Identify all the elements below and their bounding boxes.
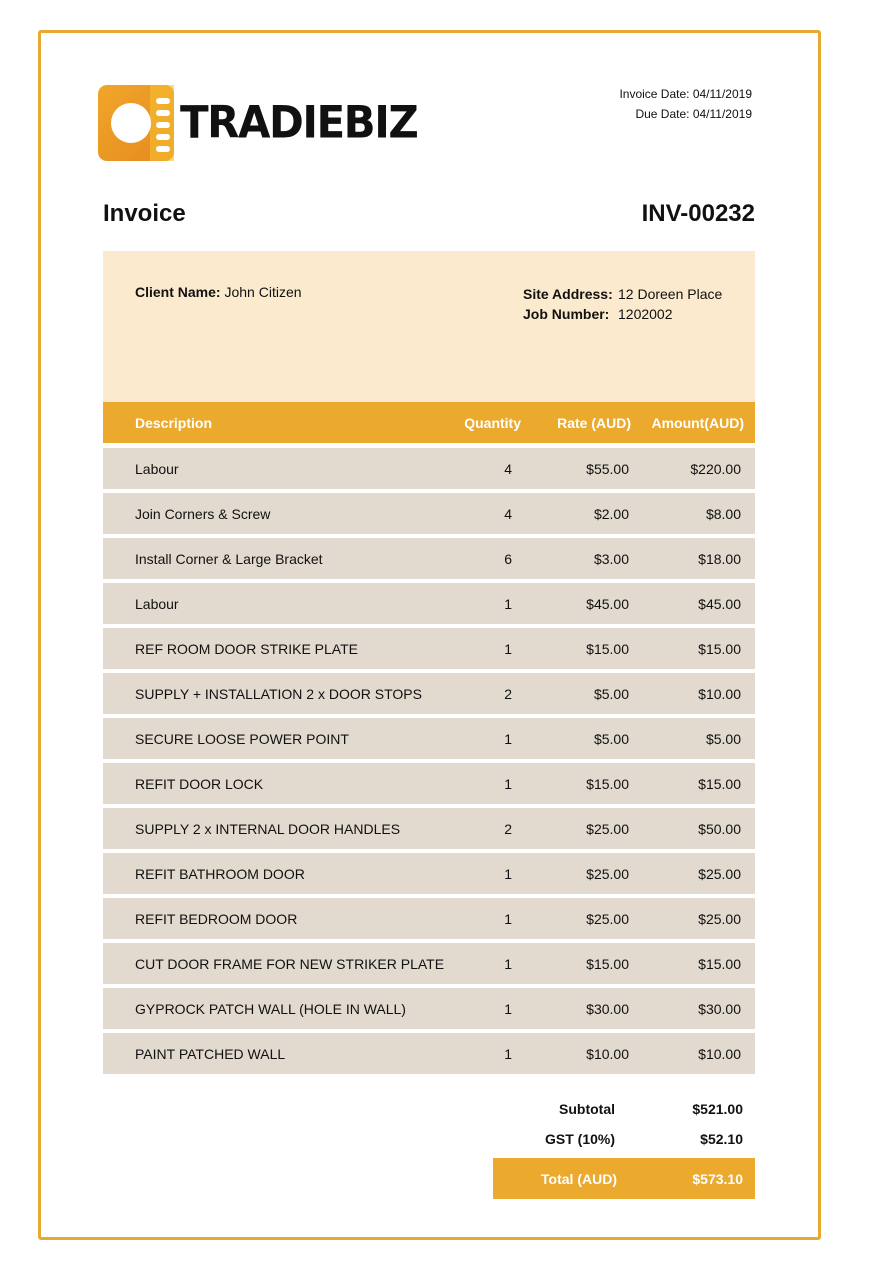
row-amount: $45.00: [698, 595, 741, 612]
site-address-value: 12 Doreen Place: [618, 286, 723, 302]
row-description: SUPPLY + INSTALLATION 2 x DOOR STOPS: [135, 685, 422, 702]
row-rate: $25.00: [586, 820, 629, 837]
table-row: [103, 538, 755, 579]
invoice-date-label: Invoice Date:: [619, 87, 690, 101]
client-details-panel: [103, 251, 755, 402]
row-amount: $25.00: [698, 865, 741, 882]
row-rate: $25.00: [586, 910, 629, 927]
header-amount: Amount(AUD): [651, 414, 744, 431]
table-row: [103, 943, 755, 984]
invoice-dates: [619, 84, 752, 124]
total-row: [493, 1158, 755, 1199]
subtotal-value: $521.00: [692, 1101, 743, 1117]
row-quantity: 1: [504, 1000, 512, 1017]
row-description: GYPROCK PATCH WALL (HOLE IN WALL): [135, 1000, 406, 1017]
row-rate: $2.00: [593, 505, 629, 522]
row-quantity: 4: [504, 460, 512, 477]
invoice-number: INV-00232: [641, 200, 755, 227]
gst-row: [493, 1124, 755, 1154]
line-items-table: [103, 402, 755, 1078]
table-row: [103, 898, 755, 939]
row-quantity: 1: [504, 1045, 512, 1062]
row-amount: $220.00: [690, 460, 741, 477]
invoice-date-value: 04/11/2019: [692, 87, 752, 101]
row-description: Labour: [135, 595, 179, 612]
table-row: [103, 1033, 755, 1074]
row-quantity: 1: [504, 910, 512, 927]
subtotal-row: [493, 1094, 755, 1124]
title-row: [103, 200, 755, 230]
row-amount: $10.00: [698, 1045, 741, 1062]
header-quantity: Quantity: [464, 414, 521, 431]
row-rate: $10.00: [586, 1045, 629, 1062]
company-logo: [98, 85, 418, 163]
gst-value: $52.10: [700, 1131, 743, 1147]
table-body: [103, 448, 755, 1074]
logo-wordmark: TRADIEBIZ: [180, 96, 418, 149]
row-amount: $15.00: [698, 955, 741, 972]
total-label: Total (AUD): [541, 1170, 617, 1187]
invoice-date-line: [619, 84, 752, 104]
table-header: [103, 402, 755, 443]
row-amount: $10.00: [698, 685, 741, 702]
row-amount: $15.00: [698, 640, 741, 657]
row-description: SUPPLY 2 x INTERNAL DOOR HANDLES: [135, 820, 401, 837]
job-number-value: 1202002: [618, 306, 673, 322]
table-row: [103, 628, 755, 669]
gst-label: GST (10%): [544, 1131, 615, 1147]
row-description: Install Corner & Large Bracket: [135, 550, 323, 567]
table-row: [103, 988, 755, 1029]
subtotal-label: Subtotal: [559, 1101, 615, 1117]
row-rate: $15.00: [586, 775, 629, 792]
due-date-label: Due Date:: [635, 107, 690, 121]
due-date-value: 04/11/2019: [692, 107, 752, 121]
row-description: REFIT BATHROOM DOOR: [135, 865, 305, 882]
table-row: [103, 763, 755, 804]
job-number-label: Job Number:: [523, 306, 610, 322]
row-amount: $5.00: [705, 730, 741, 747]
row-rate: $45.00: [586, 595, 629, 612]
row-description: REF ROOM DOOR STRIKE PLATE: [135, 640, 358, 657]
row-rate: $15.00: [586, 640, 629, 657]
table-row: [103, 718, 755, 759]
row-description: Labour: [135, 460, 179, 477]
notepad-logo-icon: [98, 85, 174, 161]
row-quantity: 2: [504, 820, 512, 837]
site-address-line: [523, 284, 722, 304]
row-rate: $5.00: [593, 730, 629, 747]
row-description: CUT DOOR FRAME FOR NEW STRIKER PLATE: [135, 955, 445, 972]
row-quantity: 1: [504, 775, 512, 792]
row-quantity: 6: [504, 550, 512, 567]
row-amount: $15.00: [698, 775, 741, 792]
site-details: [523, 284, 722, 324]
row-amount: $25.00: [698, 910, 741, 927]
row-quantity: 1: [504, 595, 512, 612]
row-description: PAINT PATCHED WALL: [135, 1045, 286, 1062]
table-row: [103, 853, 755, 894]
row-quantity: 1: [504, 865, 512, 882]
row-rate: $25.00: [586, 865, 629, 882]
row-amount: $50.00: [698, 820, 741, 837]
client-name-value: John Citizen: [224, 284, 302, 300]
row-rate: $55.00: [586, 460, 629, 477]
row-rate: $15.00: [586, 955, 629, 972]
header-rate: Rate (AUD): [557, 414, 631, 431]
row-description: SECURE LOOSE POWER POINT: [135, 730, 349, 747]
table-row: [103, 673, 755, 714]
row-amount: $8.00: [705, 505, 741, 522]
table-row: [103, 448, 755, 489]
row-quantity: 1: [504, 955, 512, 972]
document-title: Invoice: [103, 200, 186, 227]
row-quantity: 1: [504, 640, 512, 657]
row-rate: $3.00: [593, 550, 629, 567]
table-row: [103, 493, 755, 534]
row-rate: $30.00: [586, 1000, 629, 1017]
row-amount: $30.00: [698, 1000, 741, 1017]
totals-summary: [493, 1094, 755, 1154]
table-row: [103, 808, 755, 849]
table-row: [103, 583, 755, 624]
job-number-line: [523, 304, 722, 324]
row-description: Join Corners & Screw: [135, 505, 271, 522]
site-address-label: Site Address:: [523, 286, 613, 302]
client-name-label: Client Name:: [135, 284, 221, 300]
row-description: REFIT BEDROOM DOOR: [135, 910, 298, 927]
due-date-line: [619, 104, 752, 124]
row-amount: $18.00: [698, 550, 741, 567]
total-value: $573.10: [692, 1170, 743, 1187]
row-quantity: 4: [504, 505, 512, 522]
client-name-line: [135, 284, 302, 300]
row-description: REFIT DOOR LOCK: [135, 775, 264, 792]
row-rate: $5.00: [593, 685, 629, 702]
row-quantity: 1: [504, 730, 512, 747]
row-quantity: 2: [504, 685, 512, 702]
header-description: Description: [135, 414, 213, 431]
